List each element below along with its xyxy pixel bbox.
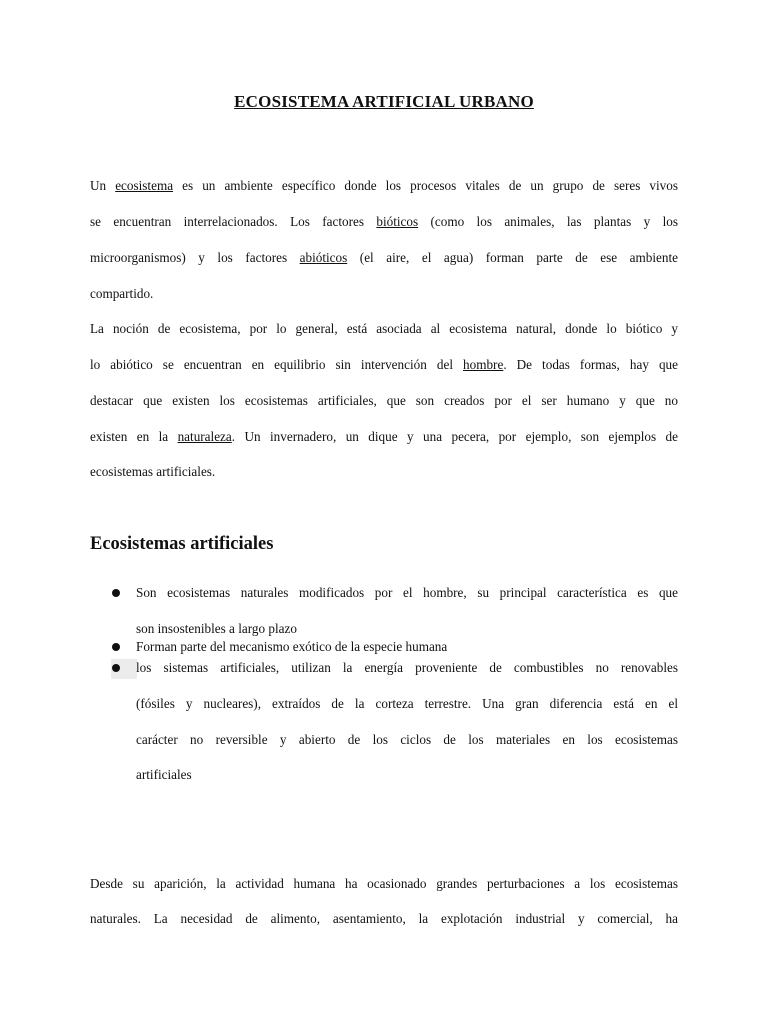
- bullet-dot: [112, 643, 120, 651]
- bullet-2-line-1: Forman parte del mecanismo exótico de la especie humana: [136, 639, 448, 654]
- link-naturaleza[interactable]: naturaleza: [177, 429, 232, 444]
- text-span: (el aire, el agua) forman parte de ese ambiente: [347, 250, 678, 265]
- document-title: ECOSISTEMA ARTIFICIAL URBANO: [234, 92, 534, 111]
- text-span: existen en la: [90, 429, 178, 444]
- paragraph-1-line-1: [90, 177, 678, 195]
- section-heading: Ecosistemas artificiales: [90, 534, 274, 554]
- bullet-3-line-3: carácter no reversible y abierto de los ciclos de los materiales en los ecosistemas: [136, 732, 678, 747]
- bullet-1-line-2: son insostenibles a largo plazo: [136, 621, 297, 636]
- text-span: es un ambiente específico donde los procesos vitales de un grupo de seres vivos: [173, 178, 678, 193]
- text-span: . Un invernadero, un dique y una pecera, por ejemplo, son ejemplos de: [231, 429, 678, 444]
- link-abioticos[interactable]: abióticos: [299, 250, 348, 265]
- bullet-3-line-2: (fósiles y nucleares), extraídos de la corteza terrestre. Una gran diferencia está en el: [136, 696, 678, 711]
- text-span: Un: [90, 178, 116, 193]
- paragraph-3-line-1: Desde su aparición, la actividad humana ha ocasionado grandes perturbaciones a los ecosistemas: [90, 876, 678, 891]
- paragraph-2-line-1: La noción de ecosistema, por lo general, está asociada al ecosistema natural, donde lo biótico y: [90, 321, 678, 336]
- paragraph-2-line-2: [90, 356, 678, 374]
- text-span: lo abiótico se encuentran en equilibrio sin intervención del: [90, 357, 464, 372]
- text-span: se encuentran interrelacionados. Los factores: [90, 214, 377, 229]
- link-hombre[interactable]: hombre: [463, 357, 504, 372]
- paragraph-3-line-2: naturales. La necesidad de alimento, asentamiento, la explotación industrial y comercial, ha: [90, 911, 678, 926]
- bullet-1-line-1: Son ecosistemas naturales modificados por el hombre, su principal característica es que: [136, 585, 678, 600]
- paragraph-2-line-4: [90, 428, 678, 446]
- bullet-dot: [112, 664, 120, 672]
- paragraph-1-line-2: [90, 213, 678, 231]
- paragraph-2-line-5: ecosistemas artificiales.: [90, 464, 216, 479]
- text-span: (como los animales, las plantas y los: [418, 214, 678, 229]
- bullet-3-line-4: artificiales: [136, 767, 192, 782]
- link-bioticos[interactable]: bióticos: [376, 214, 419, 229]
- paragraph-2-line-3: destacar que existen los ecosistemas artificiales, que son creados por el ser humano y que no: [90, 393, 678, 408]
- text-span: microorganismos) y los factores: [90, 250, 300, 265]
- bullet-dot: [112, 589, 120, 597]
- paragraph-1-line-4: compartido.: [90, 286, 154, 301]
- text-span: . De todas formas, hay que: [503, 357, 678, 372]
- paragraph-1-line-3: [90, 249, 678, 267]
- link-ecosistema[interactable]: ecosistema: [115, 178, 174, 193]
- bullet-3-line-1: los sistemas artificiales, utilizan la energía proveniente de combustibles no renovables: [136, 660, 678, 675]
